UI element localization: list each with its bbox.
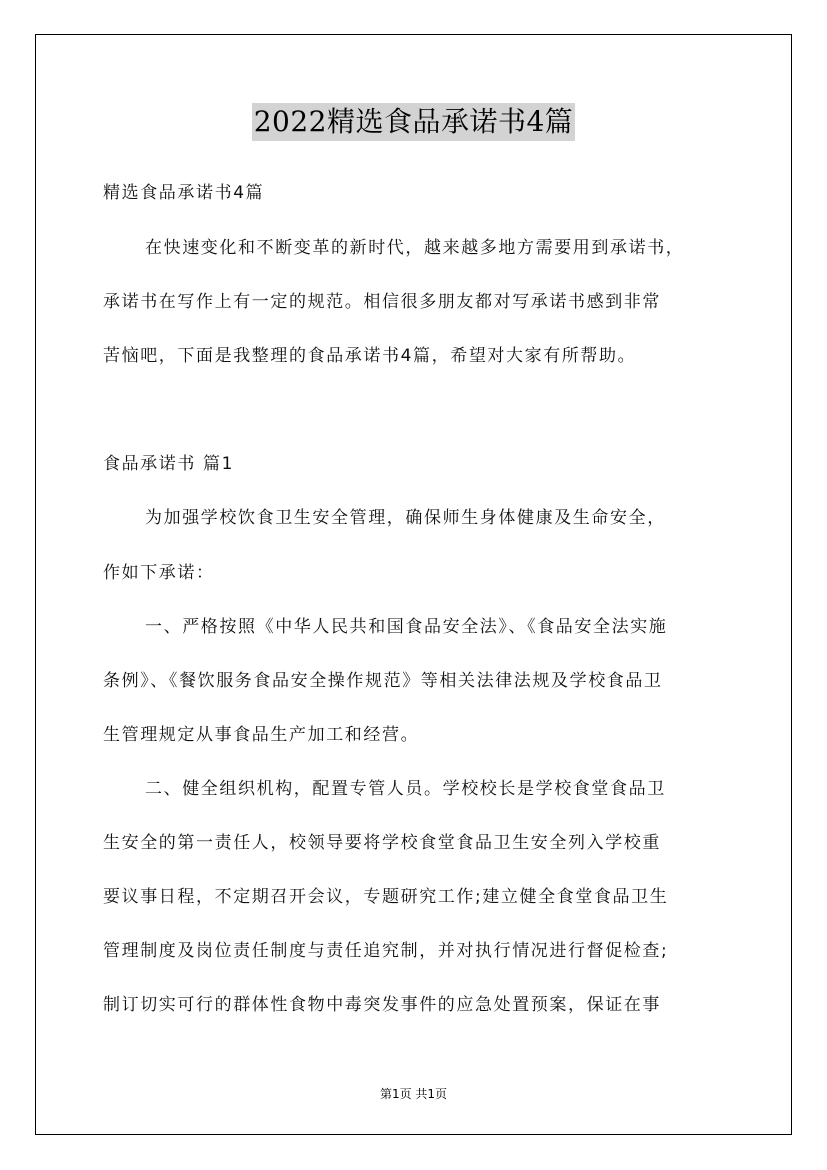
paragraph-line: 管理制度及岗位责任制度与责任追究制，并对执行情况进行督促检查;: [103, 941, 669, 961]
section-heading: 食品承诺书 篇1: [103, 454, 235, 474]
paragraph-line: 条例》、《餐饮服务食品安全操作规范》等相关法律法规及学校食品卫: [103, 671, 663, 691]
paragraph-line: 承诺书在写作上有一定的规范。相信很多朋友都对写承诺书感到非常: [103, 292, 661, 312]
paragraph-line: 一、严格按照《中华人民共和国食品安全法》、《食品安全法实施: [145, 617, 668, 637]
paragraph-line: 二、健全组织机构，配置专管人员。学校校长是学校食堂食品卫: [145, 779, 666, 799]
paragraph-line: 要议事日程，不定期召开会议，专题研究工作;建立健全食堂食品卫生: [103, 887, 669, 907]
document-title: 2022精选食品承诺书4篇: [252, 103, 576, 141]
page-number: 第1页 共1页: [379, 1087, 448, 1101]
paragraph-line: 作如下承诺：: [103, 563, 215, 583]
paragraph-line: 苦恼吧，下面是我整理的食品承诺书4篇，希望对大家有所帮助。: [103, 346, 637, 366]
paragraph-line: 生安全的第一责任人，校领导要将学校食堂食品卫生安全列入学校重: [103, 833, 661, 853]
paragraph-line: 生管理规定从事食品生产加工和经营。: [103, 725, 420, 745]
paragraph-line: 制订切实可行的群体性食物中毒突发事件的应急处置预案，保证在事: [103, 995, 661, 1015]
title-block: [0, 103, 827, 141]
paragraph-line: 在快速变化和不断变革的新时代，越来越多地方需要用到承诺书，: [145, 238, 685, 258]
subtitle-line: 精选食品承诺书4篇: [103, 183, 265, 203]
paragraph-line: 为加强学校饮食卫生安全管理，确保师生身体健康及生命安全，: [145, 508, 666, 528]
